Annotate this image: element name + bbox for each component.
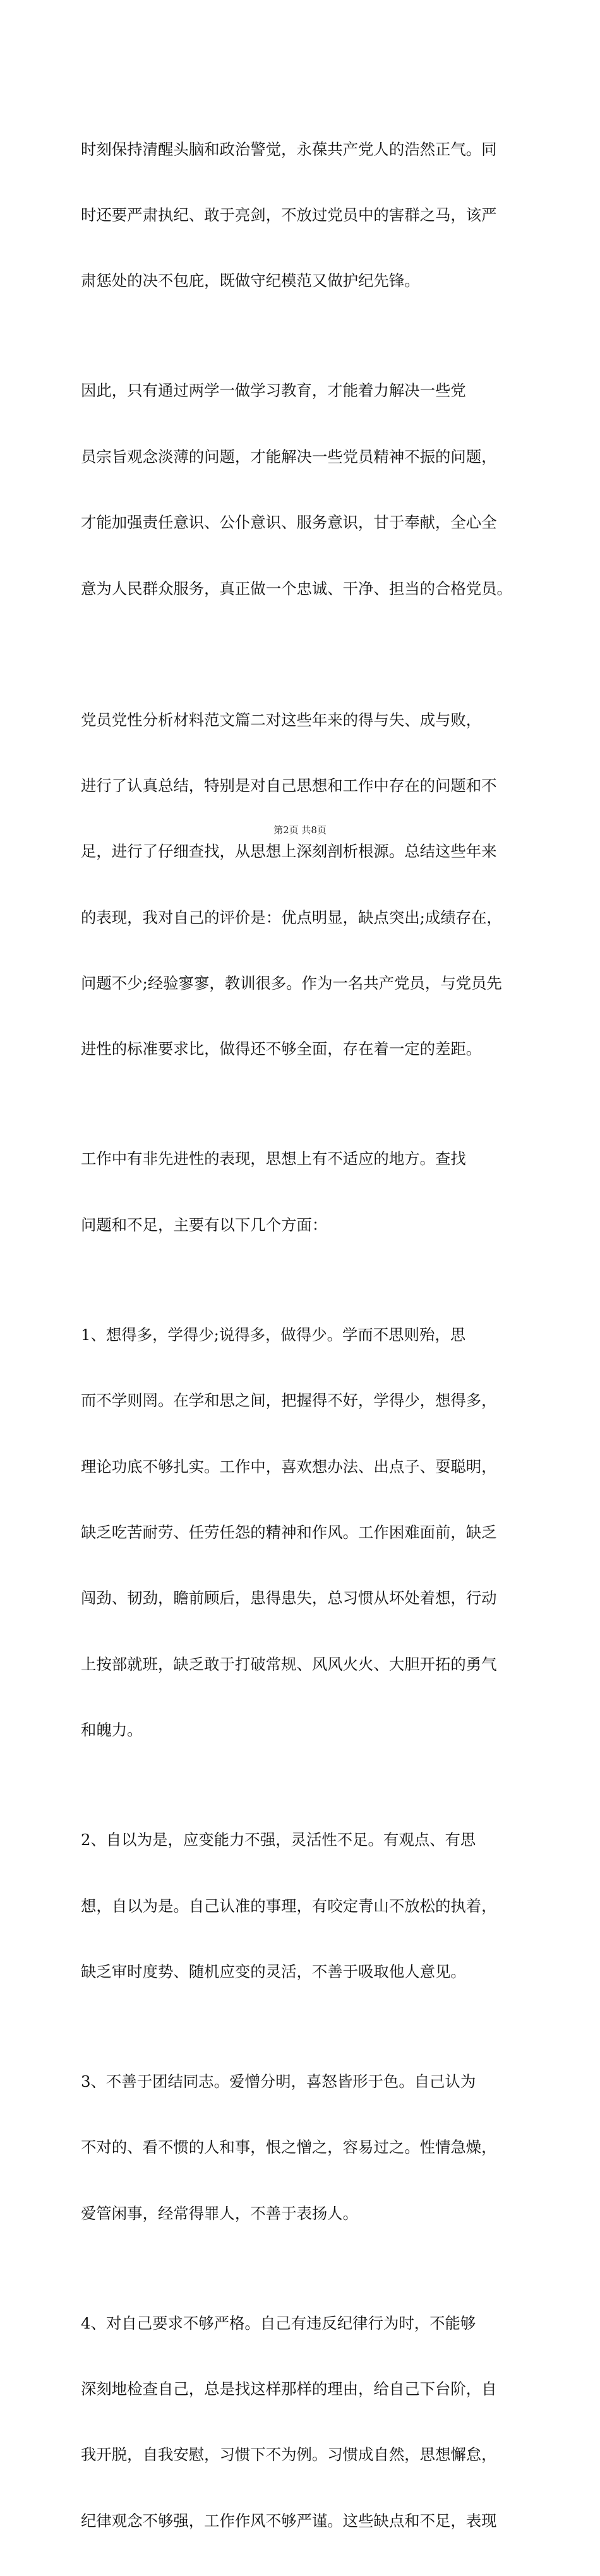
text-line: 上按部就班，缺乏敢于打破常规、风风火火、大胆开拓的勇气	[81, 1654, 497, 1673]
text-line: 肃惩处的决不包庇，既做守纪模范又做护纪先锋。	[81, 271, 420, 290]
document-body	[81, 95, 533, 2576]
paragraph-4	[81, 1105, 533, 1280]
text-line: 时刻保持清醒头脑和政治警觉，永葆共产党人的浩然正气。同	[81, 139, 497, 158]
text-line: 缺乏审时度势、随机应变的灵活，不善于吸取他人意见。	[81, 1962, 466, 1981]
text-line: 问题不少;经验寥寥，教训很多。作为一名共产党员，与党员先	[81, 974, 502, 993]
text-line: 进行了认真总结，特别是对自己思想和工作中存在的问题和不	[81, 776, 497, 795]
text-line: 党员党性分析材料范文篇二对这些年来的得与失、成与败，	[81, 710, 482, 729]
text-line: 缺乏吃苦耐劳、任劳任怨的精神和作风。工作困难面前，缺乏	[81, 1523, 497, 1541]
paragraph-8	[81, 2269, 533, 2576]
text-line: 2、自以为是，应变能力不强，灵活性不足。有观点、有思	[81, 1831, 476, 1849]
text-line: 而不学则罔。在学和思之间，把握得不好，学得少，想得多，	[81, 1391, 497, 1410]
text-line: 我开脱，自我安慰，习惯下不为例。习惯成自然，思想懈怠，	[81, 2445, 497, 2464]
text-line: 足，进行了仔细查找，从思想上深刻剖析根源。总结这些年来	[81, 842, 497, 861]
text-line: 时还要严肃执纪、敢于亮剑，不放过党员中的害群之马，该严	[81, 205, 497, 224]
text-line: 深刻地检查自己，总是找这样那样的理由，给自己下台阶，自	[81, 2380, 497, 2399]
text-line: 的表现，我对自己的评价是：优点明显，缺点突出;成绩存在，	[81, 908, 502, 927]
paragraph-1	[81, 95, 533, 336]
text-line: 问题和不足，主要有以下几个方面：	[81, 1215, 328, 1234]
text-line: 工作中有非先进性的表现，思想上有不适应的地方。查找	[81, 1149, 466, 1168]
text-line: 4、对自己要求不够严格。自己有违反纪律行为时，不能够	[81, 2313, 476, 2332]
text-line: 闯劲、韧劲，瞻前顾后，患得患失，总习惯从坏处着想，行动	[81, 1589, 497, 1608]
text-line: 因此，只有通过两学一做学习教育，才能着力解决一些党	[81, 381, 466, 400]
page-number-footer: 第2页 共8页	[273, 824, 327, 836]
text-line: 意为人民群众服务，真正做一个忠诚、干净、担当的合格党员。	[81, 579, 512, 598]
text-line: 想，自以为是。自己认准的事理，有咬定青山不放松的执着，	[81, 1896, 497, 1915]
paragraph-3	[81, 665, 533, 1105]
text-line: 员宗旨观念淡薄的问题，才能解决一些党员精神不振的问题，	[81, 447, 497, 466]
text-line: 3、不善于团结同志。爱憎分明，喜怒皆形于色。自己认为	[81, 2072, 476, 2091]
paragraph-spacer	[81, 644, 533, 665]
text-line: 理论功底不够扎实。工作中，喜欢想办法、出点子、耍聪明，	[81, 1457, 497, 1476]
text-line: 进性的标准要求比，做得还不够全面，存在着一定的差距。	[81, 1040, 482, 1059]
paragraph-5	[81, 1280, 533, 1785]
text-line: 和魄力。	[81, 1721, 143, 1740]
paragraph-7	[81, 2027, 533, 2269]
text-line: 1、想得多，学得少;说得多，做得少。学而不思则殆，思	[81, 1325, 466, 1344]
paragraph-6	[81, 1786, 533, 2027]
text-line: 纪律观念不够强，工作作风不够严谨。这些缺点和不足，表现	[81, 2511, 497, 2530]
text-line: 爱管闲事，经常得罪人，不善于表扬人。	[81, 2204, 359, 2223]
text-line: 才能加强责任意识、公仆意识、服务意识，甘于奉献，全心全	[81, 513, 497, 532]
text-line: 不对的、看不惯的人和事，恨之憎之，容易过之。性情急燥，	[81, 2138, 497, 2157]
paragraph-2	[81, 336, 533, 644]
